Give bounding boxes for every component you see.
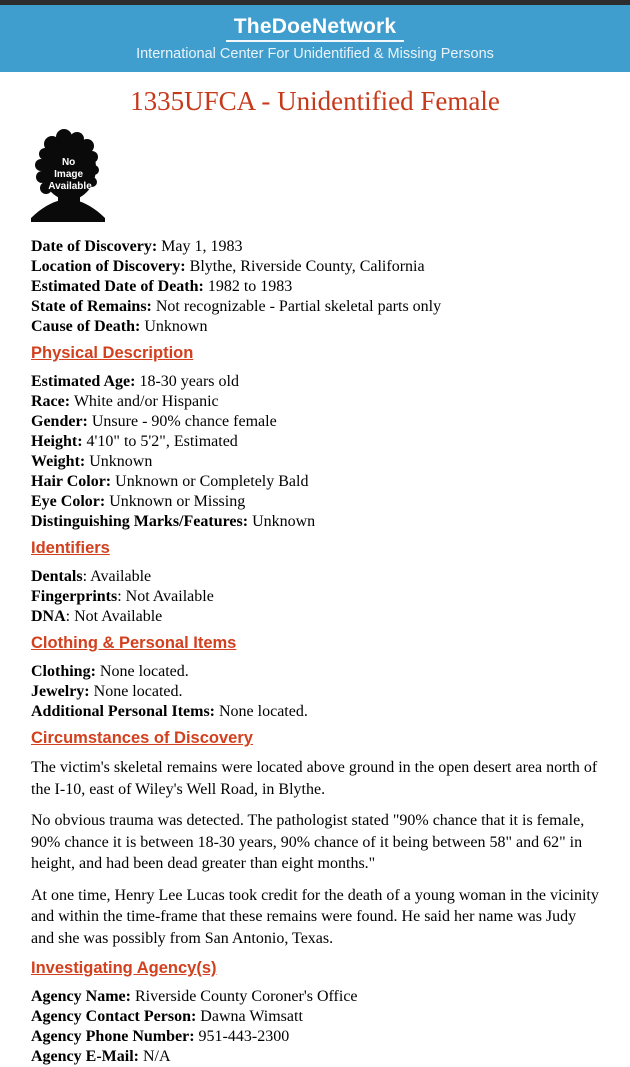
field-additional-personal-items: Additional Personal Items: None located. [31, 703, 308, 720]
field-eye-color: Eye Color: Unknown or Missing [31, 493, 246, 510]
field-fingerprints: Fingerprints: Not Available [31, 588, 214, 605]
site-subtitle: International Center For Unidentified & Missing Persons [136, 46, 494, 62]
field-date-of-discovery: Date of Discovery: May 1, 1983 [31, 238, 243, 255]
section-heading-identifiers: Identifiers [31, 539, 110, 557]
field-hair-color: Hair Color: Unknown or Completely Bald [31, 473, 309, 490]
field-estimated-age: Estimated Age: 18-30 years old [31, 373, 239, 390]
clothing-fields [31, 662, 599, 722]
field-location-of-discovery: Location of Discovery: Blythe, Riverside County, California [31, 258, 425, 275]
no-image-placeholder [31, 127, 105, 222]
circumstances-paragraph-2: No obvious trauma was detected. The pathologist stated "90% chance that it is female, 90% chance it is between 18-30 years, 90% chance of it being between 58" and 62" in height, and had been dead greater than eight months." [31, 812, 585, 872]
field-agency-phone-number: Agency Phone Number: 951-443-2300 [31, 1028, 290, 1045]
section-heading-investigating-agency: Investigating Agency(s) [31, 959, 217, 977]
field-distinguishing-marks: Distinguishing Marks/Features: Unknown [31, 513, 316, 530]
field-cause-of-death: Cause of Death: Unknown [31, 318, 208, 335]
field-agency-contact-person: Agency Contact Person: Dawna Wimsatt [31, 1008, 303, 1025]
field-agency-name: Agency Name: Riverside County Coroner's Office [31, 988, 358, 1005]
field-agency-email: Agency E-Mail: N/A [31, 1048, 171, 1065]
field-dna: DNA: Not Available [31, 608, 163, 625]
site-title-link[interactable]: TheDoeNetwork [226, 15, 404, 42]
field-dentals: Dentals: Available [31, 568, 152, 585]
case-title: 1335UFCA - Unidentified Female [130, 86, 500, 116]
section-heading-physical-description: Physical Description [31, 344, 194, 362]
site-header [0, 5, 630, 72]
svg-text:No Image Avail: No Image Available [48, 157, 92, 192]
section-heading-circumstances: Circumstances of Discovery [31, 729, 253, 747]
section-heading-clothing: Clothing & Personal Items [31, 634, 237, 652]
field-weight: Weight: Unknown [31, 453, 153, 470]
agency-fields [31, 987, 599, 1067]
field-race: Race: White and/or Hispanic [31, 393, 219, 410]
case-summary-fields [31, 237, 599, 337]
identifiers-fields [31, 567, 599, 627]
field-height: Height: 4'10" to 5'2", Estimated [31, 433, 238, 450]
silhouette-image [31, 127, 105, 222]
field-gender: Gender: Unsure - 90% chance female [31, 413, 277, 430]
field-state-of-remains: State of Remains: Not recognizable - Partial skeletal parts only [31, 298, 442, 315]
field-estimated-date-of-death: Estimated Date of Death: 1982 to 1983 [31, 278, 293, 295]
physical-description-fields [31, 372, 599, 532]
circumstances-paragraph-3: At one time, Henry Lee Lucas took credit for the death of a young woman in the vicinity and within the time-frame that these remains were found. He said her name was Judy and she was possibly from San Antonio, Texas. [31, 886, 599, 947]
field-jewelry: Jewelry: None located. [31, 683, 183, 700]
circumstances-paragraph-1: The victim's skeletal remains were located above ground in the open desert area north of the I-10, east of Wiley's Well Road, in Blythe. [31, 759, 598, 798]
case-page [0, 86, 630, 1067]
field-clothing: Clothing: None located. [31, 663, 189, 680]
